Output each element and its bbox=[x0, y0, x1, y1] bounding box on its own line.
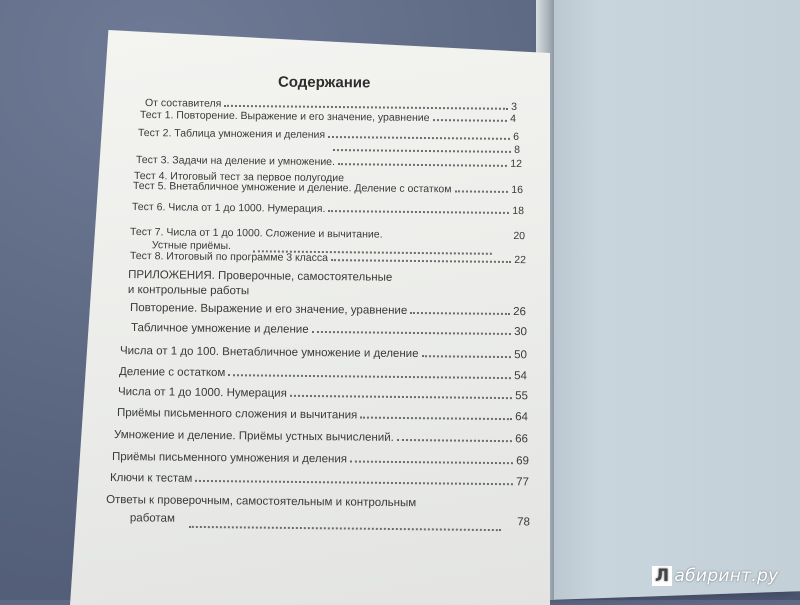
toc-entry-label: Тест 5. Внетабличное умножение и деление. Деление с остатком bbox=[132, 180, 452, 196]
toc-entry bbox=[133, 180, 523, 196]
watermark-text: абиринт.ру bbox=[674, 566, 779, 586]
leader-dots bbox=[331, 258, 511, 263]
toc-entry-label: Деление с остатком bbox=[118, 366, 226, 380]
toc-entry-label-continued: работам bbox=[129, 512, 175, 525]
toc-entry-page: 22 bbox=[514, 254, 527, 267]
toc-entry-page: 64 bbox=[515, 411, 529, 424]
toc-entry-label: Числа от 1 до 100. Внетабличное умножение и деление bbox=[119, 345, 419, 361]
leader-dots bbox=[333, 148, 511, 153]
toc-entry-page: 18 bbox=[512, 204, 525, 218]
toc-entry bbox=[138, 127, 519, 143]
toc-entry bbox=[131, 322, 527, 338]
toc-entry bbox=[114, 429, 528, 445]
toc-entry bbox=[119, 366, 527, 382]
toc-entry-label: Повторение. Выражение и его значение, уравнение bbox=[129, 302, 408, 317]
toc-entry bbox=[106, 494, 530, 534]
toc-entry-page: 50 bbox=[514, 349, 528, 362]
toc-entry-label: Тест 8. Итоговый по программе 3 класса bbox=[129, 250, 329, 265]
toc-entry-page: 20 bbox=[513, 230, 526, 243]
watermark-logo-badge: Л bbox=[652, 566, 672, 586]
toc-entry bbox=[330, 142, 520, 156]
leader-dots bbox=[338, 162, 507, 167]
toc-entry bbox=[117, 407, 528, 423]
toc-entry bbox=[120, 345, 527, 361]
leader-dots bbox=[290, 394, 512, 399]
leader-dots bbox=[421, 354, 511, 358]
toc-entry-label: Тест 3. Задачи на деление и умножение. bbox=[135, 154, 336, 169]
toc-entry bbox=[128, 269, 428, 302]
toc-entry-label: Числа от 1 до 1000. Нумерация bbox=[117, 386, 287, 400]
toc-entry-page: 6 bbox=[513, 130, 520, 143]
toc-entry bbox=[136, 154, 522, 170]
leader-dots bbox=[312, 330, 512, 335]
leader-dots bbox=[432, 118, 507, 122]
toc-entry-page: 16 bbox=[511, 183, 524, 197]
toc-entry-page: 4 bbox=[510, 112, 517, 125]
toc-entry-page: 26 bbox=[513, 306, 527, 319]
toc-entry bbox=[140, 109, 516, 125]
toc-entry-label: Умножение и деление. Приёмы устных вычислений. bbox=[113, 429, 394, 444]
toc-entry bbox=[118, 386, 528, 402]
toc-entry-label: Приёмы письменного сложения и вычитания bbox=[116, 407, 358, 422]
toc-entry-label: Тест 1. Повторение. Выражение и его значение, уравнение bbox=[139, 109, 430, 125]
leader-dots bbox=[228, 373, 511, 379]
toc-entry-label: От составителя bbox=[144, 97, 222, 110]
site-watermark bbox=[652, 566, 778, 586]
toc-entry-label: Тест 2. Таблица умножения и деления bbox=[137, 127, 326, 141]
toc-entry-page: 12 bbox=[510, 157, 523, 171]
leader-dots bbox=[195, 479, 513, 485]
toc-entry-label: Тест 7. Числа от 1 до 1000. Сложение и вычитание. bbox=[130, 226, 383, 241]
toc-entry bbox=[130, 302, 526, 318]
toc-entry-label: Приёмы письменного умножения и деления bbox=[111, 451, 348, 466]
toc-entry-page: 69 bbox=[516, 455, 530, 468]
leader-dots bbox=[397, 438, 512, 442]
toc-section-label-continued: и контрольные работы bbox=[127, 284, 250, 298]
leader-dots bbox=[328, 135, 510, 140]
toc-entry-page: 66 bbox=[515, 433, 529, 446]
toc-entry-page: 8 bbox=[514, 143, 521, 156]
toc-entry-page: 78 bbox=[517, 516, 530, 529]
leader-dots bbox=[328, 209, 509, 214]
leader-dots bbox=[454, 189, 508, 193]
leader-dots bbox=[224, 104, 508, 110]
toc-entry-label: Тест 4. Итоговый тест за первое полугодие bbox=[133, 170, 345, 185]
toc-entry-label: Ответы к проверочным, самостоятельным и контрольным bbox=[106, 494, 417, 510]
toc-entry bbox=[110, 472, 529, 488]
toc-entry-label: Ключи к тестам bbox=[109, 472, 193, 485]
toc-entry-page: 54 bbox=[514, 370, 528, 383]
leader-dots bbox=[360, 416, 512, 421]
leader-dots bbox=[410, 311, 510, 315]
leader-dots bbox=[189, 525, 501, 531]
toc-entry-label: Тест 6. Числа от 1 до 1000. Нумерация. bbox=[131, 201, 326, 216]
page-title: Содержание bbox=[277, 73, 371, 92]
toc-section-label: ПРИЛОЖЕНИЯ. Проверочные, самостоятельные bbox=[128, 269, 393, 284]
toc-entry-page: 55 bbox=[515, 390, 529, 403]
toc-entry-page: 3 bbox=[511, 100, 518, 113]
toc-entry-label-continued: Устные приёмы. bbox=[151, 239, 232, 253]
toc-entry-page: 77 bbox=[516, 476, 530, 489]
toc-entry bbox=[112, 451, 529, 467]
leader-dots bbox=[350, 459, 513, 464]
toc-entry-label: Табличное умножение и деление bbox=[130, 322, 309, 336]
toc-entry-page: 30 bbox=[514, 326, 528, 339]
toc-entry bbox=[132, 201, 524, 217]
